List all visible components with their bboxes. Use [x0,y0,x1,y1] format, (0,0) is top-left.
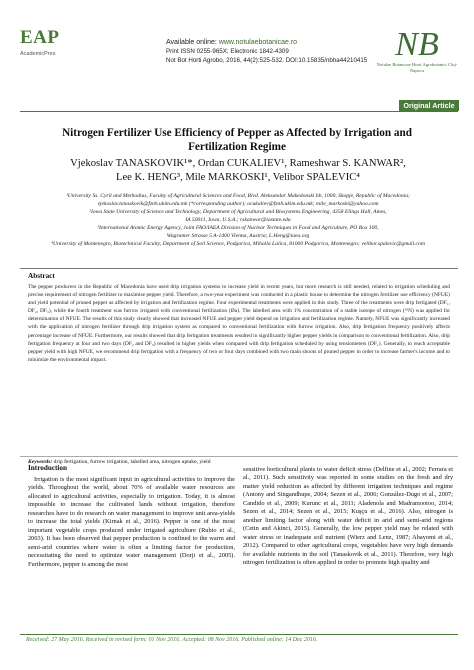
paper-title: Nitrogen Fertilizer Use Efficiency of Pepper as Affected by Irrigation and Fertilization Regime [62,127,412,153]
affiliation-line: ³International Atomic Energy Agency, Joint FAO/IAEA Division of Nuclear Techniques in Food and Agriculture, PO Box 100, [97,225,379,231]
author-line-2: Lee K. HENG³, Mile MARKOSKI¹, Velibor SPALEVIC⁴ [116,172,360,183]
affiliation-line: ²Iowa State University of Science and Technology, Department of Agricultural and Biosystems Engineering, 4358 Elings Hall, Ames, [89,209,387,215]
issn-line: Print ISSN 0255-965X; Electronic 1842-4309 [166,48,289,55]
author-line-1: Vjekoslav TANASKOVIK¹*, Ordan CUKALIEV¹, Rameshwar S. KANWAR², [70,158,406,169]
keywords-label: Keywords: [28,459,53,465]
author-list [26,157,450,185]
journal-logo-name: Notulae Botanicae Horti Agrobotanici Cluj-Napoca [376,62,458,73]
publication-dates: Received: 27 May 2016. Received in revised form: 01 Nov 2016. Accepted: 08 Nov 2016. Published online: 14 Dec 2016. [26,637,318,643]
available-online-label: Available online: [166,39,217,46]
abstract-text: The pepper producers in the Republic of Macedonia have used drip irrigation systems to increase yield in recent years, but more research is still needed, related to irrigation scheduling and precise requirement of nitrogen fertilizer to maximise pepper yield. Therefore, a two-year experiment was conducted in a plastic house to determine the nitrogen fertilizer use efficiency (NFUE) and yield potential of pruned pepper as affected by irrigation and fertilization regime. Four experimental treatments were applied in this study. Three of the treatments were drip fertigated (DF₁, DF₂, DF₃), while the fourth treatment was furrow irrigated with conventional fertilization (Øᴀ). The labelled area with 1% concentration of a stable isotope of nitrogen (¹⁵N) was applied for determination of NFUE. The results of this study clearly showed that increased NFUE and pepper yield depend on irrigation and fertilization regime. Namely, NFUE was significantly increased with the application of nitrogen fertilizer through drip irrigation system as compared to conventional fertilization with furrow irrigation. Also, drip fertigation frequency positively affects percentage increase of NFUE. Furthermore, our results showed that drip fertigation treatments resulted in significantly higher pepper yields in comparison to conventional fertilization. Also, drip fertigation frequency at four and two days (DF₂ and DF₃) resulted in higher yields when compared with drip fertigation scheduled by using tensiometers (DF₁). Generally, to reach acceptable pepper yield with high NFUE, we recommend drip fertigation with a frequency of two or four days combined with two main shoots of pruned pepper in order to increase farmer's income and to minimize the environmental impact. [28,284,450,363]
journal-meta [166,38,366,65]
keywords [28,458,450,466]
footer-divider [20,634,458,635]
abstract-heading: Abstract [28,272,55,280]
journal-logo [376,28,458,86]
affiliation-line: ⁴University of Montenegro, Biotechnical Faculty, Department of Soil Science, Podgorica, Mihaila Lalica, 81000 Podgorica, Montenegro; velibor.spalevic@gmail.com [51,241,425,247]
journal-logo-mark: NB [395,26,439,63]
header-divider [20,111,458,112]
keywords-text: drip fertigation, furrow irrigation, labelled area, nitrogen uptake, yield [53,459,211,465]
citation-line: Not Bot Horti Agrobo, 2016, 44(2):525-532. DOI:10.15835/nbha44210415 [166,57,368,64]
introduction-heading: Introduction [28,464,68,472]
affiliation-line: vjekoslav.tanaskovik@fznh.ukim.edu.mk (*corresponding author); ocukaliev@fznh.ukim.edu.mk; mile_markoski@yahoo.com [97,201,379,207]
keywords-divider [20,456,458,457]
introduction-column-left [28,476,235,569]
publisher-logo-subtitle: AcademicPres [20,51,56,57]
introduction-column-right [243,466,453,567]
introduction-paragraph: Irrigation is the most significant input in agricultural activities to improve the yields. Throughout the world, about 70% of available water resources are allocated to agricultural activities, especially to irrigation. Today, it is almost impossible to increase the cultivated lands without irrigation, therefore researches have to do research on water management to improve unit area-yields to increase the total yields (Kirnak et al., 2016). Pepper is one of the most important vegetable crops produced under irrigated agriculture (Rubio et al., 2003). It has been observed that pepper production is confined to the warm and semi-arid countries where water is often a limiting factor for production, necessitating the need to optimize water management (Dorji et al., 2005). Furthermore, pepper is among the most [28,476,235,568]
affiliation-line: ¹University Ss. Cyril and Methodius, Faculty of Agricultural Sciences and Food, Blvd. Aleksandar Makedonski bb, 1000, Skopje, Republic of Macedonia; [66,193,410,199]
availability-line [166,38,366,47]
introduction-paragraph: sensitive horticultural plants to water deficit stress (Delfine et al., 2002; Ferrara et al., 2011). Such sensitivity was reported in some studies on the fresh and dry matter yield reduction as affected by different irrigation techniques and regime (Antony and Singandhupe, 2004; Sezen et al., 2006; González-Dugo et al., 2007; Candido et al., 2009; Kurunc et al., 2011; Aladenola and Madramootoo, 2014; Sezen et al., 2014; Sezen et al., 2015; Kuşçu et al., 2016). Also, nitrogen is another limiting factor along with water deficit in arid and semi-arid regions (Cetin and Akinci, 2015). Generally, the low pepper yield may be related with water stress or inadequate soil nutrient (Wierz and Lenz, 1987; Abayomi et al., 2012). Compared to other agricultural crops, vegetables have very high demands for available nutrients in the soil (Tanaskovik et al., 2011). Therefore, very high nitrogen fertilization is often applied in order to promote high quality and [243,466,453,566]
publisher-logo-text: EAP [20,27,60,48]
affiliation-line: IA 50011, Iowa, U.S.A.; rskanwar@iastate.edu [185,217,291,223]
journal-website-link[interactable]: www.notulaebotanicae.ro [218,39,298,46]
affiliation-line: Wagramer Strasse 5 A-1400 Vienna, Austria; L.Heng@iaea.org [166,233,310,239]
publisher-logo [20,27,72,71]
article-type-badge: Original Article [399,100,459,111]
affiliations [24,192,452,248]
